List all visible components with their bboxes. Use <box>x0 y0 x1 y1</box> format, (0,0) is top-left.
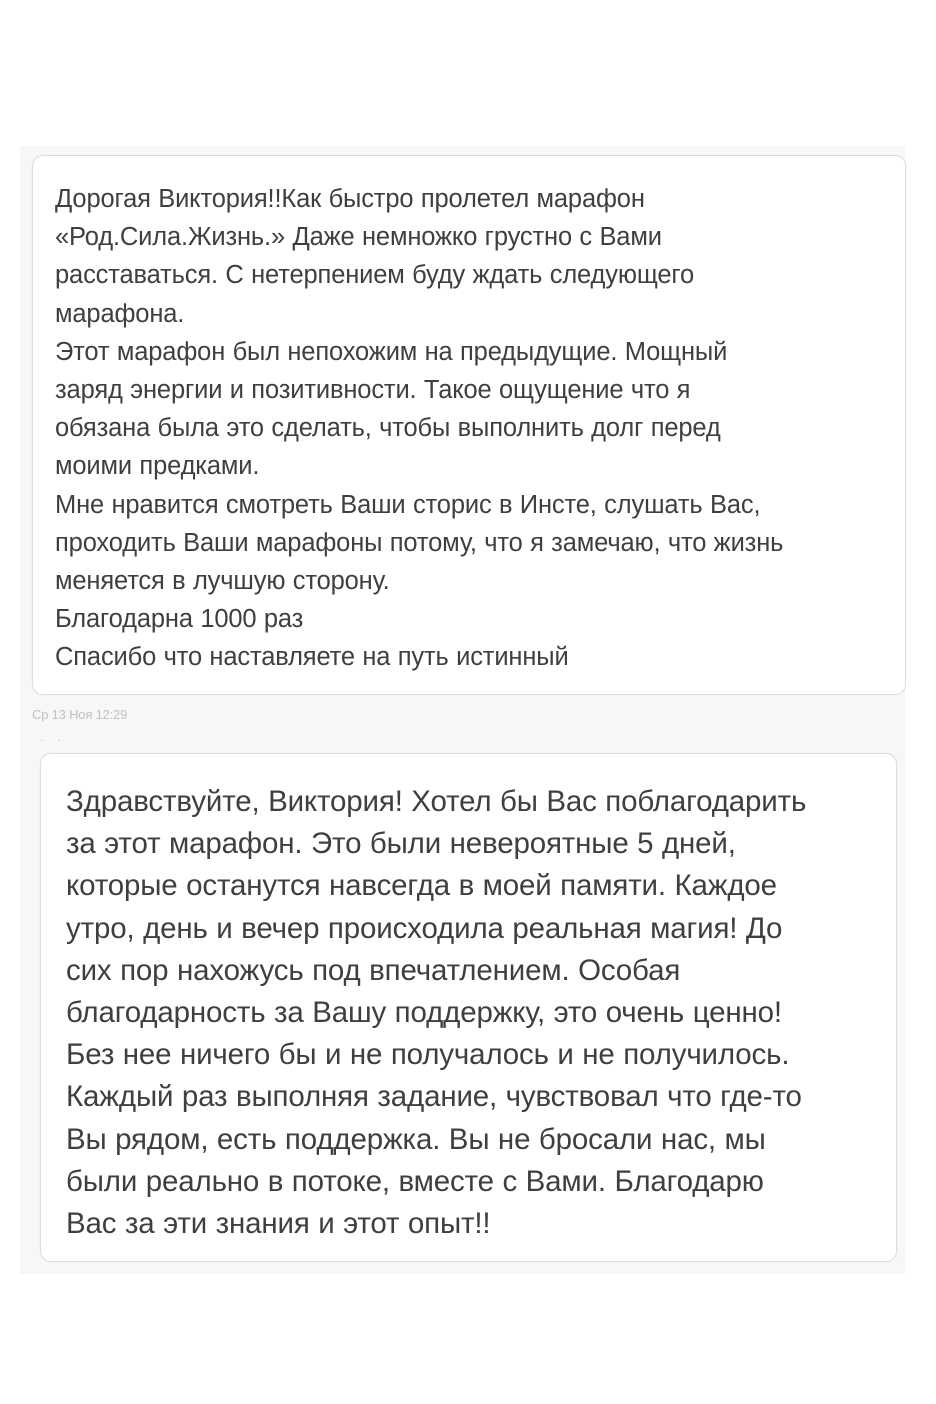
first-message-card <box>32 155 906 695</box>
message-timestamp: Ср 13 Ноя 12:29 <box>32 707 128 722</box>
first-message-section <box>20 146 905 742</box>
second-message-card <box>40 753 897 1262</box>
second-message-text: Здравствуйте, Виктория! Хотел бы Вас поблагодарить за этот марафон. Это были невероятные 5 дней, которые останутся навсегда в моей памяти. Каждое утро, день и вечер происходила реальная магия! До сих пор нахожусь под впечатлением. Особая благодарность за Вашу поддержку, это очень ценно! Без нее ничего бы и не получалось и не получилось. Каждый раз выполняя задание, чувствовал что где-то Вы рядом, есть поддержка. Вы не бросали нас, мы были реально в потоке, вместе с Вами. Благодарю Вас за эти знания и этот опыт!! <box>66 785 807 1241</box>
second-message-section <box>20 742 905 1274</box>
review-screenshot-collage <box>20 146 905 1274</box>
first-message-text: Дорогая Виктория!!Как быстро пролетел марафон «Род.Сила.Жизнь.» Даже немножко грустно с Вами расставаться. С нетерпением буду ждать следующего марафона. Этот марафон был непохожим на предыдущие. Мощный заряд энергии и позитивности. Такое ощущение что я обязана была это сделать, чтобы выполнить долг перед моими предками. Мне нравится смотреть Ваши сторис в Инсте, слушать Вас, проходить Ваши марафоны потому, что я замечаю, что жизнь меняется в лучшую сторону. Благодарна 1000 раз Спасибо что наставляете на путь истинный <box>55 185 784 672</box>
